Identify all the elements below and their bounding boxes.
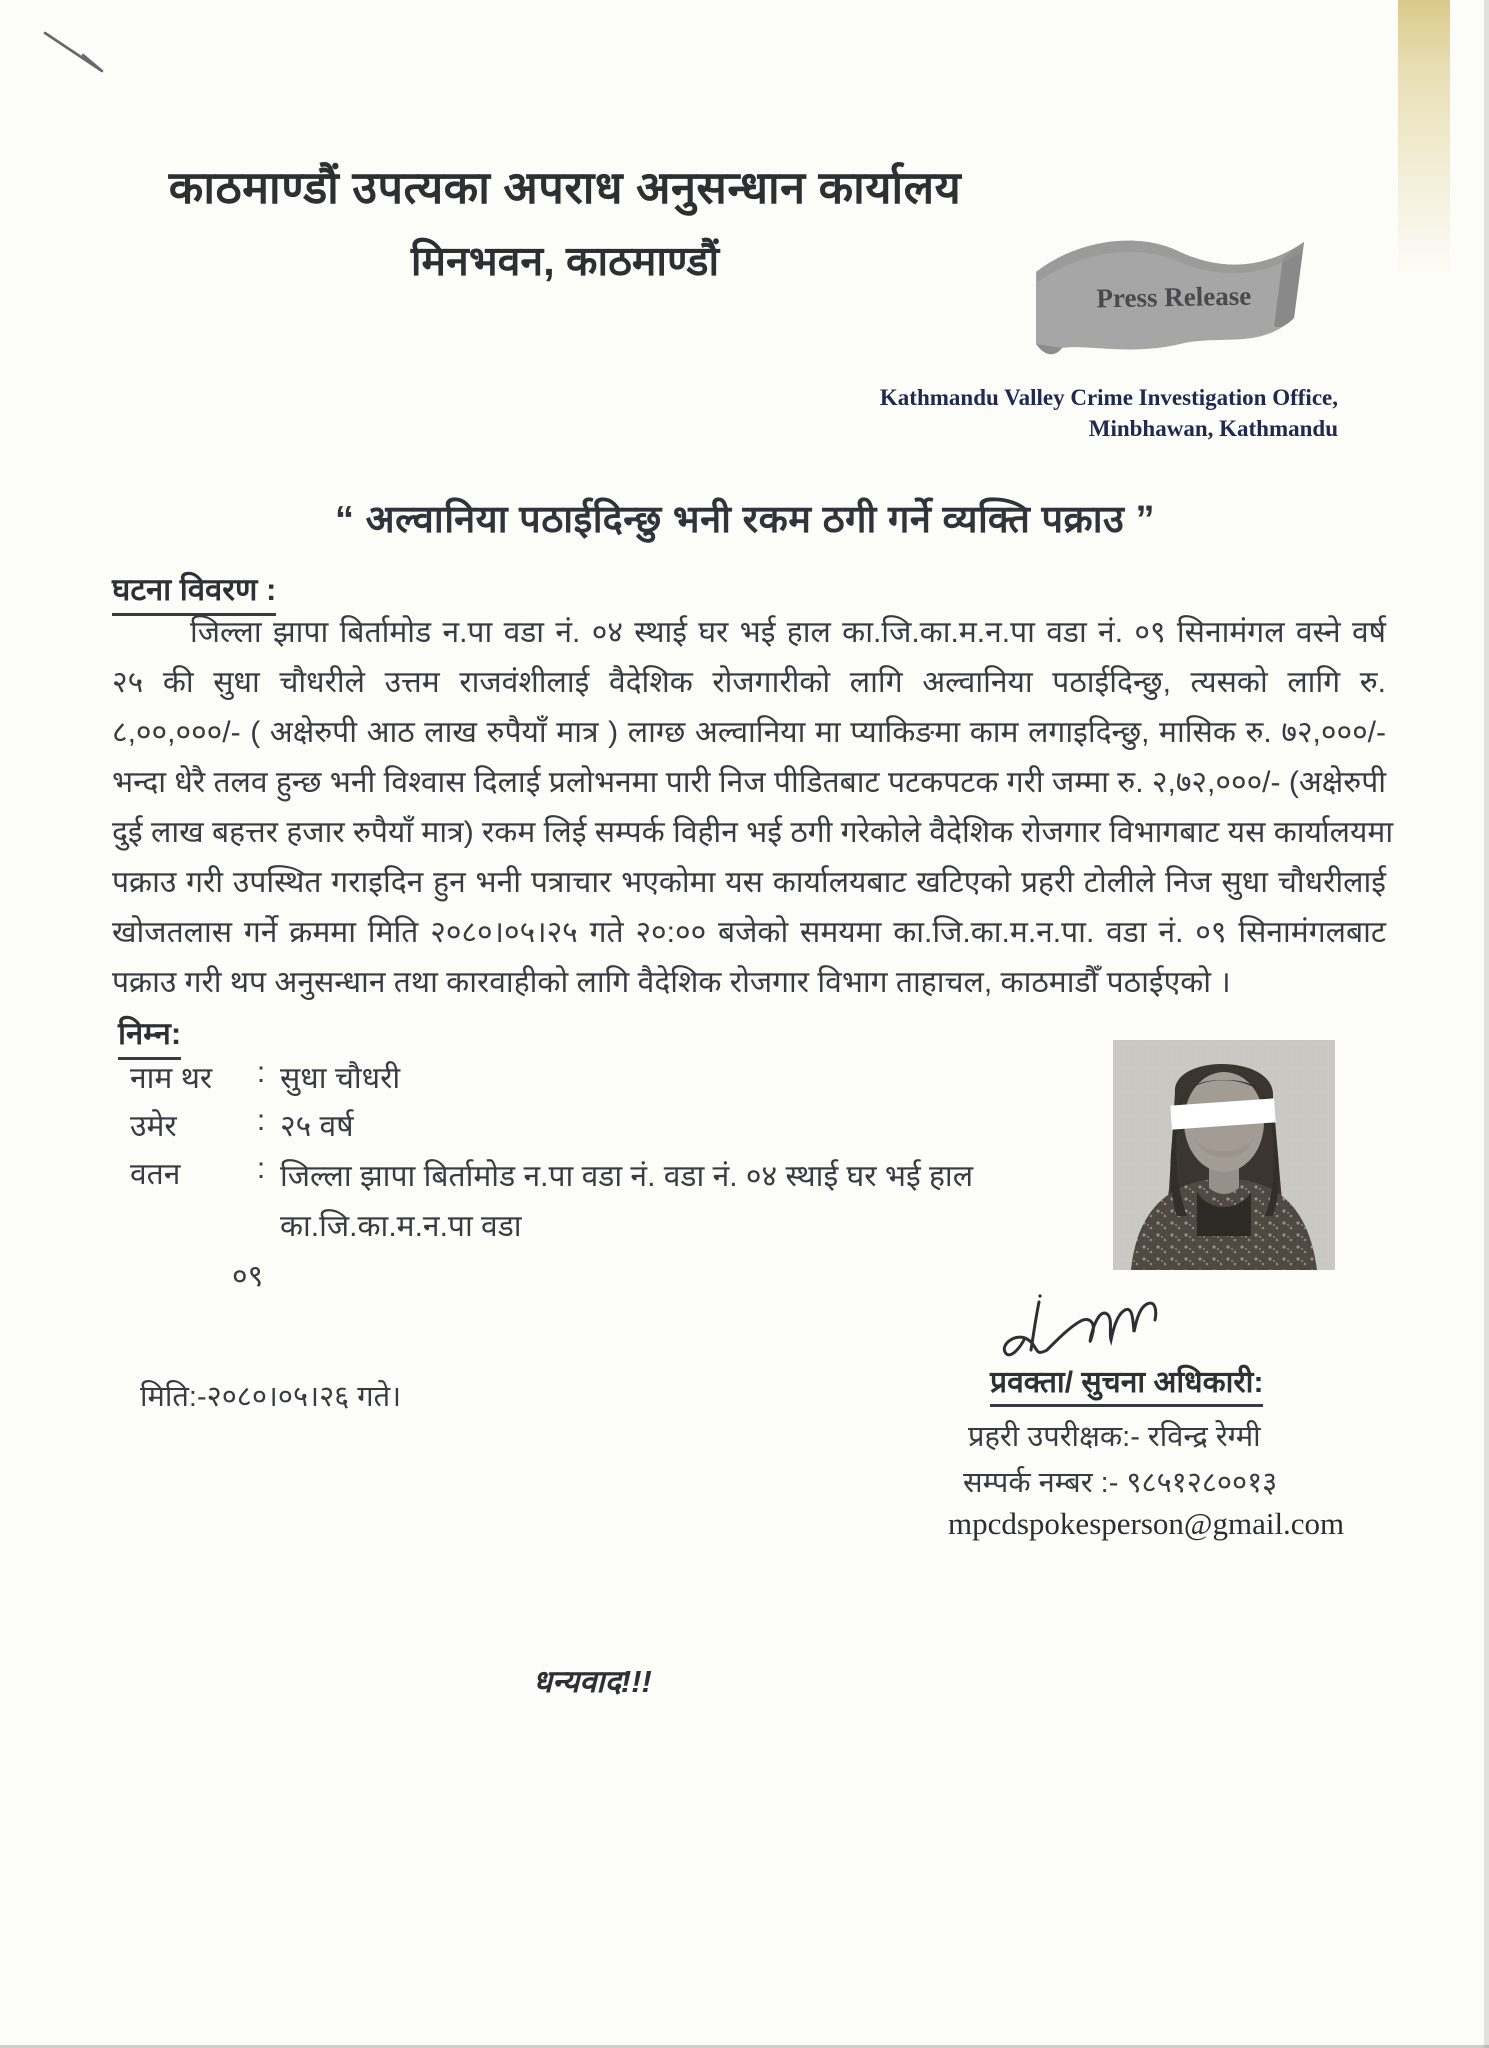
org-address-english: Minbhawan, Kathmandu — [1088, 416, 1338, 441]
detail-label: उमेर — [130, 1110, 177, 1143]
detail-label: वतन — [130, 1158, 181, 1191]
spokesperson-heading: प्रवक्ता/ सुचना अधिकारी: — [990, 1360, 1263, 1407]
ribbon-label: Press Release — [1096, 280, 1252, 314]
detail-label: नाम थर — [130, 1062, 213, 1095]
org-name-english-block — [860, 382, 1338, 444]
issue-date: मिति:-२०८०।०५।२६ गते। — [140, 1381, 402, 1413]
incident-line: भन्दा धेरै तलव हुन्छ भनी विश्वास दिलाई प्रलोभनमा पारी निज पीडितबाट पटकपटक गरी जम्मा रु. २,७२,०००/- (अक्षेरुपी — [112, 766, 1386, 799]
detail-colon: : — [256, 1056, 266, 1089]
detail-row-address — [130, 1152, 1130, 1302]
spokesperson-officer: प्रहरी उपरीक्षक:- रविन्द्र रेग्मी — [968, 1421, 1261, 1453]
incident-line: पक्राउ गरी उपस्थित गराइदिन हुन भनी पत्राचार भएकोमा यस कार्यालयबाट खटिएको प्रहरी टोलीले निज सुधा चौधरीलाई — [112, 866, 1386, 899]
spokesperson-contact-number: सम्पर्क नम्बर :- ९८५१२८००१३ — [963, 1467, 1278, 1499]
detail-row-name — [130, 1056, 400, 1097]
detail-row-age — [130, 1104, 354, 1145]
incident-line: पक्राउ गरी थप अनुसन्धान तथा कारवाहीको लागि वैदेशिक रोजगार विभाग ताहाचल, काठमाडौँ पठाईएको । — [112, 966, 1231, 999]
org-address-nepali: मिनभवन, काठमाण्डौं — [410, 237, 720, 284]
detail-value: २५ वर्ष — [280, 1110, 354, 1143]
spokesperson-email: mpcdspokesperson@gmail.com — [948, 1506, 1345, 1541]
press-title: “ अल्वानिया पठाईदिन्छु भनी रकम ठगी गर्ने व्यक्ति पक्राउ ” — [335, 499, 1155, 541]
org-name-english: Kathmandu Valley Crime Investigation Office, — [879, 385, 1338, 410]
incident-line: जिल्ला झापा बिर्तामोड न.पा वडा नं. ०४ स्थाई घर भई हाल का.जि.का.म.न.पा वडा नं. ०९ सिनामंगल वस्ने वर्ष — [190, 616, 1386, 649]
incident-paragraph — [112, 608, 1394, 1008]
address-line-1: जिल्ला झापा बिर्तामोड न.पा वडा नं. वडा नं. ०४ स्थाई घर भई हाल का.जि.का.म.न.पा वडा — [280, 1160, 974, 1243]
incident-line: दुई लाख बहत्तर हजार रुपैयाँ मात्र) रकम लिई सम्पर्क विहीन भई ठगी गरेकोले वैदेशिक रोजगार विभागबाट यस कार्यालयमा — [112, 816, 1394, 849]
org-name-nepali: काठमाण्डौं उपत्यका अपराध अनुसन्धान कार्यालय — [168, 162, 962, 213]
detail-value: सुधा चौधरी — [280, 1062, 401, 1095]
pen-mark-artifact — [38, 24, 128, 86]
scan-edge-artifact — [1398, 0, 1450, 275]
press-release-ribbon — [1028, 226, 1318, 376]
scan-edge-line — [1484, 0, 1489, 2048]
detail-value — [232, 1152, 1130, 1302]
letterhead — [100, 162, 1030, 288]
detail-colon: : — [256, 1104, 266, 1137]
incident-section-heading: घटना विवरण : — [112, 568, 276, 616]
incident-line: ८,००,०००/- ( अक्षेरुपी आठ लाख रुपैयाँ मात्र ) लाग्छ अल्वानिया मा प्याकिङमा काम लगाइदिन्छु, मासिक रु. ७२,०००/- — [112, 716, 1386, 749]
incident-line: २५ की सुधा चौधरीले उत्तम राजवंशीलाई वैदेशिक रोजगारीको लागि अल्वानिया पठाईदिन्छु, त्यसको लागि रु. — [112, 666, 1386, 699]
details-section-heading: निम्न: — [118, 1012, 181, 1060]
detail-colon: : — [256, 1152, 266, 1185]
address-line-2: ०९ — [232, 1260, 264, 1293]
signature — [995, 1288, 1185, 1368]
closing-thanks: धन्यवाद!!! — [533, 1664, 652, 1699]
suspect-photo — [1113, 1040, 1335, 1270]
incident-line: खोजतलास गर्ने क्रममा मिति २०८०।०५।२५ गते २०:०० बजेको समयमा का.जि.का.म.न.पा. वडा नं. ०९ सिनामंगलबाट — [112, 916, 1386, 949]
